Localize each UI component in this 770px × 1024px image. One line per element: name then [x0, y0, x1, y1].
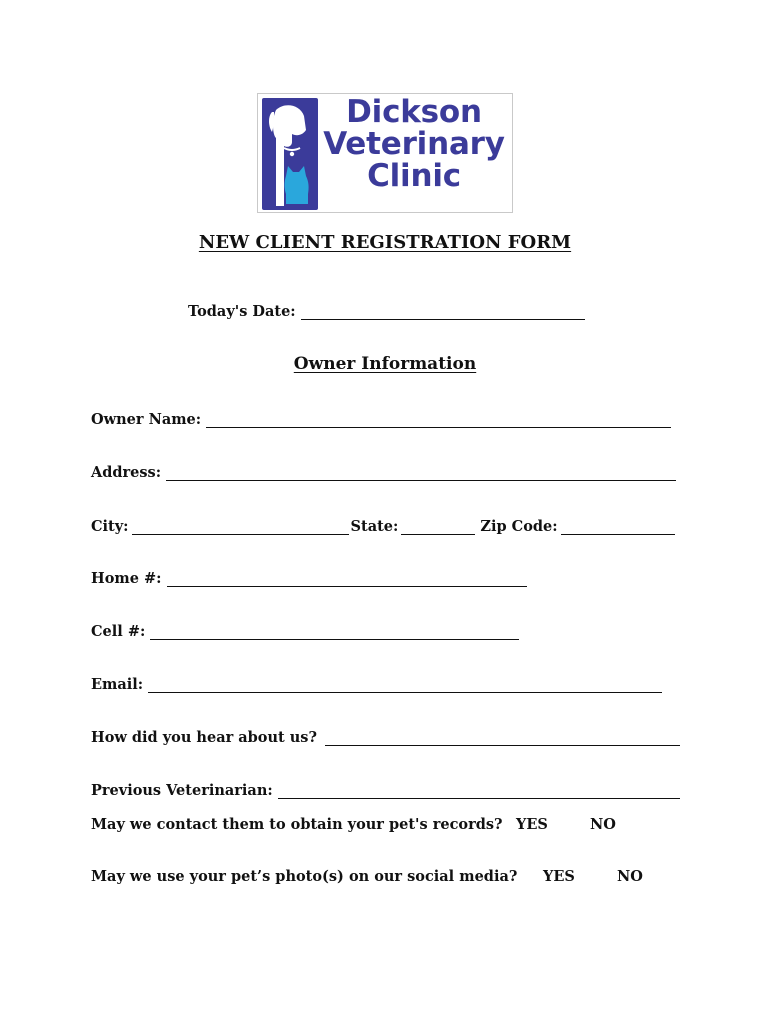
social-media-photo-no[interactable]: NO	[617, 868, 643, 885]
owner-name-row	[91, 408, 671, 428]
referral-label: How did you hear about us?	[91, 729, 317, 746]
clinic-name	[320, 96, 508, 192]
clinic-logo	[257, 93, 513, 213]
logo-line-3: Clinic	[367, 158, 461, 194]
todays-date-label: Today's Date:	[188, 303, 296, 320]
contact-previous-vet-no[interactable]: NO	[590, 816, 616, 833]
referral-row	[91, 726, 680, 746]
cell-phone-field[interactable]	[150, 625, 519, 640]
logo-line-1: Dickson	[346, 94, 482, 130]
state-label: State:	[350, 518, 399, 535]
city-state-zip-row	[91, 515, 677, 535]
address-field[interactable]	[166, 466, 676, 481]
pet-silhouette-icon	[262, 98, 318, 210]
email-label: Email:	[91, 676, 144, 693]
email-field[interactable]	[148, 678, 662, 693]
home-phone-label: Home #:	[91, 570, 162, 587]
city-label: City:	[91, 518, 129, 535]
state-field[interactable]	[401, 520, 475, 535]
previous-vet-field[interactable]	[278, 784, 680, 799]
contact-previous-vet-yes[interactable]: YES	[516, 816, 548, 833]
home-phone-field[interactable]	[167, 572, 527, 587]
previous-vet-label: Previous Veterinarian:	[91, 782, 273, 799]
address-label: Address:	[91, 464, 162, 481]
contact-previous-vet-question: May we contact them to obtain your pet's records?	[91, 816, 503, 833]
cell-phone-row	[91, 620, 519, 640]
owner-name-field[interactable]	[206, 413, 671, 428]
referral-field[interactable]	[325, 731, 680, 746]
todays-date-row	[188, 300, 585, 320]
social-media-photo-yes[interactable]: YES	[543, 868, 575, 885]
form-title: NEW CLIENT REGISTRATION FORM	[198, 232, 572, 253]
cell-phone-label: Cell #:	[91, 623, 146, 640]
zip-field[interactable]	[561, 520, 675, 535]
todays-date-field[interactable]	[301, 305, 585, 320]
home-phone-row	[91, 567, 527, 587]
address-row	[91, 461, 676, 481]
owner-name-label: Owner Name:	[91, 411, 202, 428]
logo-line-2: Veterinary	[323, 126, 505, 162]
email-row	[91, 673, 662, 693]
section-title: Owner Information	[293, 354, 477, 374]
previous-vet-row	[91, 779, 680, 799]
zip-label: Zip Code:	[480, 518, 558, 535]
city-field[interactable]	[132, 520, 349, 535]
social-media-photo-question: May we use your pet’s photo(s) on our social media?	[91, 868, 518, 885]
